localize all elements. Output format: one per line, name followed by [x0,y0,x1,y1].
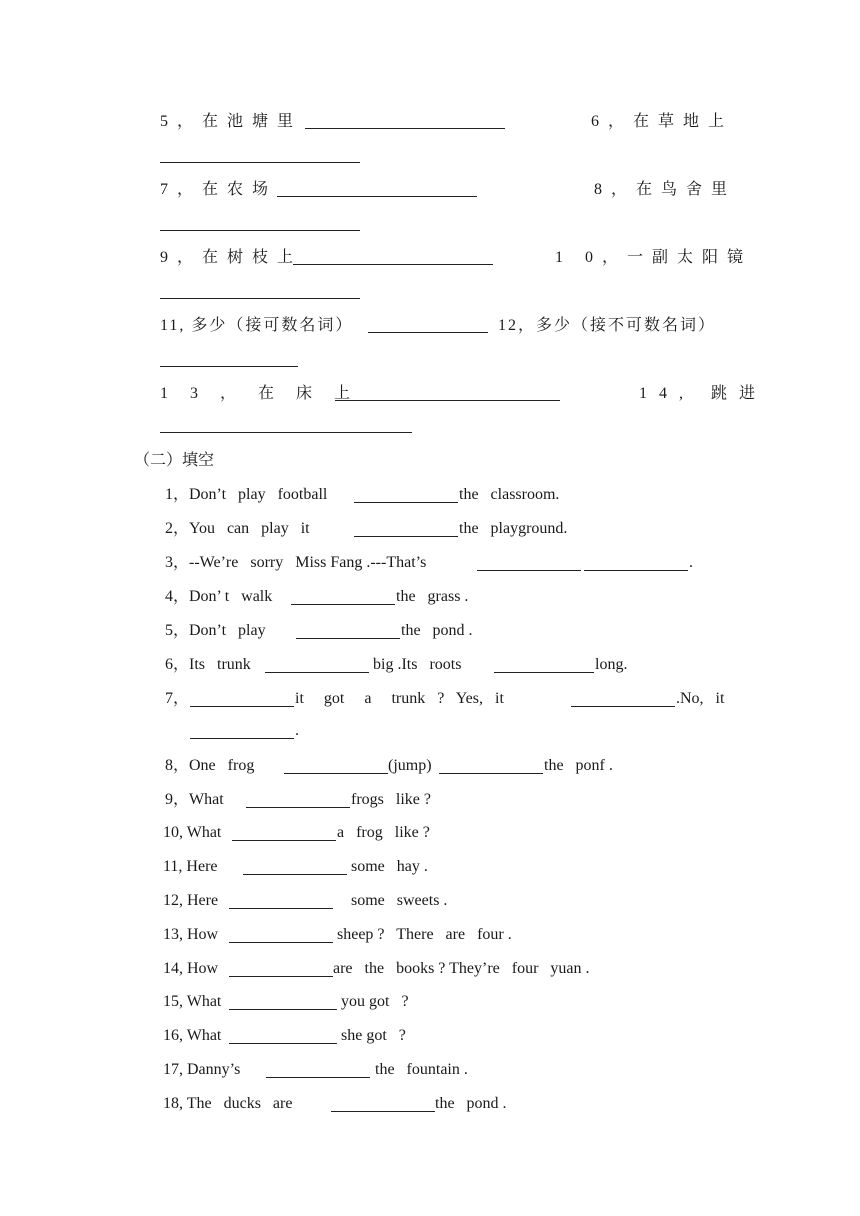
q15-blank[interactable] [229,1009,337,1010]
q11-blank[interactable] [243,874,347,875]
q2-blank[interactable] [354,536,458,537]
q9-blank[interactable] [246,807,350,808]
q16-text: 16, What [163,1027,222,1044]
q8-text: 8，One frog [165,757,255,774]
q13-blank[interactable] [229,942,333,943]
item-11-blank[interactable] [368,332,488,333]
q8-text-mid: (jump) [388,757,432,774]
q16-blank[interactable] [229,1043,337,1044]
q6-text: 6，Its trunk [165,656,251,673]
q12-blank[interactable] [229,908,333,909]
item-9-label: 9，在树枝上 [160,249,303,266]
q2-text-end: the playground. [459,520,568,537]
item-6-label: 6，在草地上 [591,113,734,130]
item-10-label: 1 0，一副太阳镜 [555,249,753,266]
item-14-blank[interactable] [160,432,412,433]
q5-text-end: the pond . [401,622,473,639]
q10-text-end: a frog like ? [337,824,430,841]
q8-blank-1[interactable] [284,773,388,774]
q14-text: 14, How [163,960,219,977]
item-10-blank[interactable] [160,298,360,299]
q10-blank[interactable] [232,840,336,841]
q7-text-mid: it got a trunk ? Yes, it [295,690,504,707]
item-8-blank[interactable] [160,230,360,231]
q7-blank-1[interactable] [190,706,294,707]
q8-blank-2[interactable] [439,773,543,774]
q3-blank-2[interactable] [584,570,688,571]
q3-text-end: . [689,554,693,571]
q3-text: 3，--We’re sorry Miss Fang .---That’s [165,554,427,571]
item-6-blank[interactable] [160,162,360,163]
q5-text: 5，Don’t play [165,622,266,639]
q6-text-mid: big .Its roots [373,656,462,673]
item-7-label: 7，在农场 [160,181,278,198]
q2-text: 2，You can play it [165,520,310,537]
q18-text: 18, The ducks are [163,1095,293,1112]
q17-text-end: the fountain . [375,1061,468,1078]
q7-blank-3[interactable] [190,738,294,739]
q4-blank[interactable] [291,604,395,605]
q11-text: 11, Here [163,858,218,875]
q4-text-end: the grass . [396,588,469,605]
q13-text: 13, How [163,926,219,943]
item-9-blank[interactable] [293,264,493,265]
q9-text-end: frogs like ? [351,791,431,808]
q13-text-end: sheep ? There are four . [337,926,512,943]
item-13-blank[interactable] [335,400,560,401]
q1-blank[interactable] [354,502,458,503]
q7-blank-2[interactable] [571,706,675,707]
q4-text: 4，Don’ t walk [165,588,273,605]
q15-text-end: you got ? [341,993,409,1010]
q7-text-tail: . [295,722,299,739]
section-2-heading: （二）填空 [134,452,215,469]
q17-text: 17, Danny’s [163,1061,241,1078]
item-14-label: 14, 跳进 [639,385,768,402]
item-7-blank[interactable] [277,196,477,197]
q6-blank-1[interactable] [265,672,369,673]
q18-blank[interactable] [331,1111,435,1112]
q9-text: 9，What [165,791,224,808]
item-8-label: 8，在鸟舍里 [594,181,737,198]
q11-text-end: some hay . [351,858,428,875]
item-5-label: 5，在池塘里 [160,113,303,130]
q3-blank-1[interactable] [477,570,581,571]
q1-text: 1，Don’t play football [165,486,328,503]
item-5-blank[interactable] [305,128,505,129]
q5-blank[interactable] [296,638,400,639]
q17-blank[interactable] [266,1077,370,1078]
item-12-label: 12，多少（接不可数名词） [498,317,717,334]
q7-text: 7， [165,690,190,707]
q15-text: 15, What [163,993,222,1010]
q10-text: 10, What [163,824,222,841]
item-13-label: 13，在床上 [160,385,373,402]
q1-text-end: the classroom. [459,486,560,503]
q14-text-end: are the books ? They’re four yuan . [333,960,590,977]
q6-blank-2[interactable] [494,672,594,673]
q16-text-end: she got ? [341,1027,406,1044]
q12-text: 12, Here [163,892,219,909]
q14-blank[interactable] [229,976,333,977]
q18-text-end: the pond . [435,1095,507,1112]
q8-text-end: the ponf . [544,757,613,774]
q12-text-end: some sweets . [351,892,448,909]
q6-text-end: long. [595,656,628,673]
item-12-blank[interactable] [160,366,298,367]
item-11-label: 11, 多少（接可数名词） [160,317,354,334]
q7-text-end: .No, it [676,690,725,707]
